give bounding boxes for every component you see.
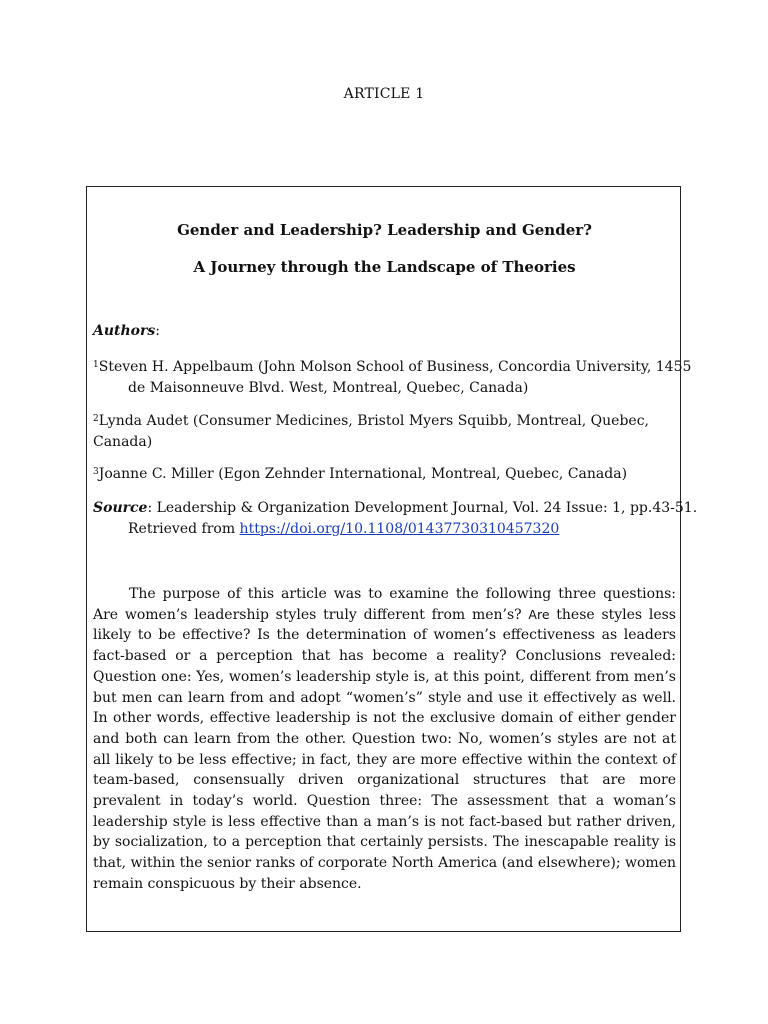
author-entry-3 xyxy=(93,464,676,485)
source-label: Source xyxy=(93,500,148,516)
article-label: ARTICLE 1 xyxy=(343,86,425,102)
author-entry-1 xyxy=(93,357,711,399)
author-text: Joanne C. Miller (Egon Zehnder International, Montreal, Quebec, Canada) xyxy=(98,466,628,482)
abstract-text-part1: The purpose of this article was to examine the following three questions: Are women’s leadership styles truly different from men’s? xyxy=(93,586,676,623)
source-citation xyxy=(93,498,711,540)
abstract-sans-word: Are xyxy=(528,606,550,622)
author-number: 1 xyxy=(93,360,99,370)
article-summary-box xyxy=(86,186,698,932)
authors-heading-colon: : xyxy=(155,323,161,339)
doi-link[interactable]: https://doi.org/10.1108/01437730310457320 xyxy=(239,521,560,537)
author-number: 3 xyxy=(93,467,99,477)
authors-heading xyxy=(93,323,676,339)
author-number: 2 xyxy=(93,414,99,424)
abstract-text-part2: these styles less likely to be effective? Is the determination of women’s effectiveness as leaders fact-based or a perception that has become a reality? Conclusions revealed: Question one: Yes, women’s leadership style is, at this point, different from men’s but men can learn from and adopt “women’s” style and use it effectively as well. In other words, effective leadership is not the exclusive domain of either gender and both can learn from the other. Question two: No, women’s styles are not at all likely to be less effective; in fact, they are more effective within the context of team-based, consensually driven organizational structures that are more prevalent in today’s world. Question three: The assessment that a woman’s leadership style is less effective than a man’s is not fact-based but rather driven, by socialization, to a perception that certainly persists. The inescapable reality is that, within the senior ranks of corporate North America (and elsewhere); women remain conspicuous by their absence. xyxy=(93,606,676,892)
author-text: Lynda Audet (Consumer Medicines, Bristol Myers Squibb, Montreal, Quebec, Canada) xyxy=(93,413,649,450)
article-title-line2: A Journey through the Landscape of Theories xyxy=(193,258,576,276)
article-title-line1: Gender and Leadership? Leadership and Gender? xyxy=(177,221,592,239)
author-text: Steven H. Appelbaum (John Molson School of Business, Concordia University, 1455 de Maisonneuve Blvd. West, Montreal, Quebec, Canada) xyxy=(98,359,692,396)
authors-heading-label: Authors xyxy=(93,323,156,339)
source-text: : Leadership & Organization Development Journal, Vol. 24 Issue: 1, pp.43-51. Retrieved from xyxy=(128,500,698,537)
author-entry-2 xyxy=(93,411,676,453)
abstract-paragraph xyxy=(93,584,676,895)
